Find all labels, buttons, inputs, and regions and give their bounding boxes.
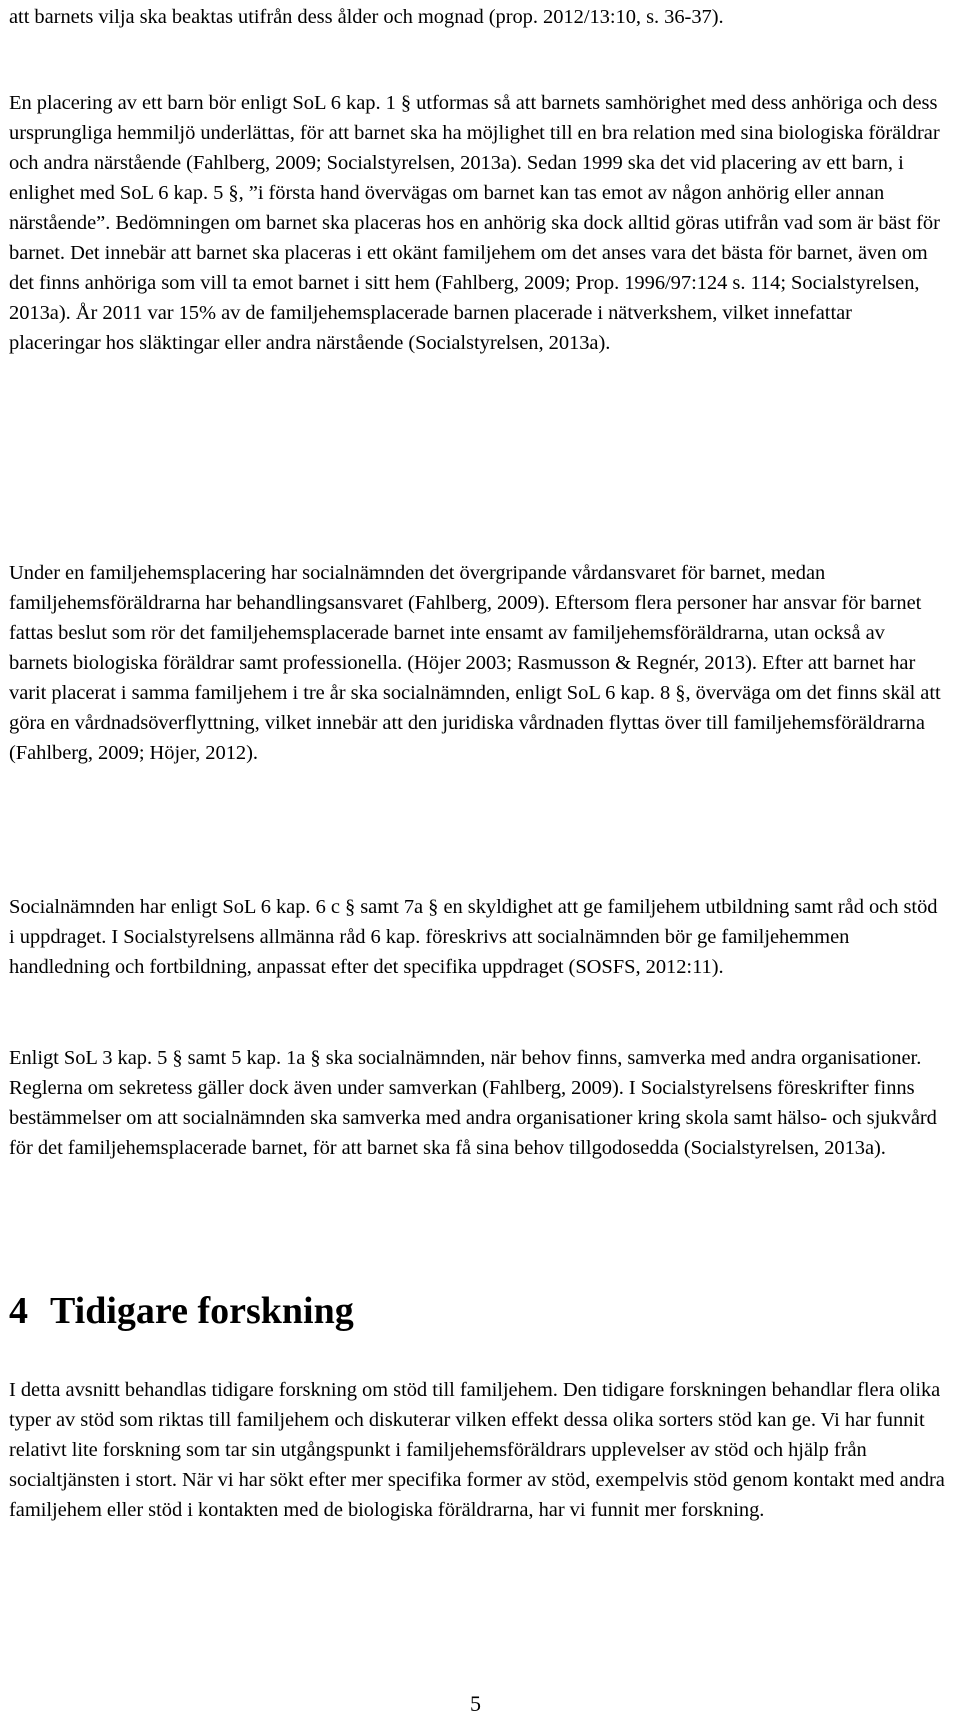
paragraph-previous-research: I detta avsnitt behandlas tidigare forskning om stöd till familjehem. Den tidigare forskningen behandlar flera olika typer av stöd som riktas till familjehem och diskuterar vilken effekt dessa olika sorters stöd kan ge. Vi har funnit relativt lite forskning som tar sin utgångspunkt i familjehemsföräldrars upplevelser av stöd och hjälp från socialtjänsten i stort. När vi har sökt efter mer specifika former av stöd, exempelvis stöd genom kontakt med andra familjehem eller stöd i kontakten med de biologiska föräldrarna, har vi funnit mer forskning.: [9, 1379, 945, 1521]
page-number: 5: [470, 1691, 481, 1716]
paragraph-placement-relatives: En placering av ett barn bör enligt SoL 6 kap. 1 § utformas så att barnets samhörighet med dess anhöriga och dess ursprungliga hemmiljö underlättas, för att barnet ska ha möjlighet till en bra relation med sina biologiska föräldrar och andra närstående (Fahlberg, 2009; Socialstyrelsen, 2013a). Sedan 1999 ska det vid placering av ett barn, i enlighet med SoL 6 kap. 5 §, ”i första hand övervägas om barnet kan tas emot av någon anhörig eller annan närstående”. Bedömningen om barnet ska placeras hos en anhörig ska dock alltid göras utifrån vad som är bäst för barnet. Det innebär att barnet ska placeras i ett okänt familjehem om det anses vara det bästa för barnet, även om det finns anhöriga som vill ta emot barnet i sitt hem (Fahlberg, 2009; Prop. 1996/97:124 s. 114; Socialstyrelsen, 2013a). År 2011 var 15% av de familjehemsplacerade barnen placerade i nätverkshem, vilket innefattar placeringar hos släktingar eller andra närstående (Socialstyrelsen, 2013a).: [9, 92, 940, 354]
section-title: Tidigare forskning: [50, 1290, 354, 1332]
section-heading: [9, 1287, 354, 1335]
paragraph-cooperation: Enligt SoL 3 kap. 5 § samt 5 kap. 1a § ska socialnämnden, när behov finns, samverka med andra organisationer. Reglerna om sekretess gäller dock även under samverkan (Fahlberg, 2009). I Socialstyrelsens föreskrifter finns bestämmelser om att socialnämnden ska samverka med andra organisationer kring skola samt hälso- och sjukvård för det familjehemsplacerade barnet, för att barnet ska få sina behov tillgodosedda (Socialstyrelsen, 2013a).: [9, 1047, 937, 1159]
paragraph-training-support: Socialnämnden har enligt SoL 6 kap. 6 c § samt 7a § en skyldighet att ge familjehem utbildning samt råd och stöd i uppdraget. I Socialstyrelsens allmänna råd 6 kap. föreskrivs att socialnämnden bör ge familjehemmen handledning och fortbildning, anpassat efter det specifika uppdraget (SOSFS, 2012:11).: [9, 896, 938, 978]
paragraph-care-responsibility: Under en familjehemsplacering har socialnämnden det övergripande vårdansvaret för barnet, medan familjehemsföräldrarna har behandlingsansvaret (Fahlberg, 2009). Eftersom flera personer har ansvar för barnet fattas beslut som rör det familjehemsplacerade barnet inte ensamt av familjehemsföräldrarna, utan också av barnets biologiska föräldrar samt professionella. (Höjer 2003; Rasmusson & Regnér, 2013). Efter att barnet har varit placerat i samma familjehem i tre år ska socialnämnden, enligt SoL 6 kap. 8 §, överväga om det finns skäl att göra en vårdnadsöverflyttning, vilket innebär att den juridiska vårdnaden flyttas över till familjehemsföräldrarna (Fahlberg, 2009; Höjer, 2012).: [9, 562, 941, 764]
paragraph-intro-continuation: att barnets vilja ska beaktas utifrån dess ålder och mognad (prop. 2012/13:10, s. 36-37).: [9, 6, 724, 28]
section-number: 4: [9, 1290, 28, 1332]
